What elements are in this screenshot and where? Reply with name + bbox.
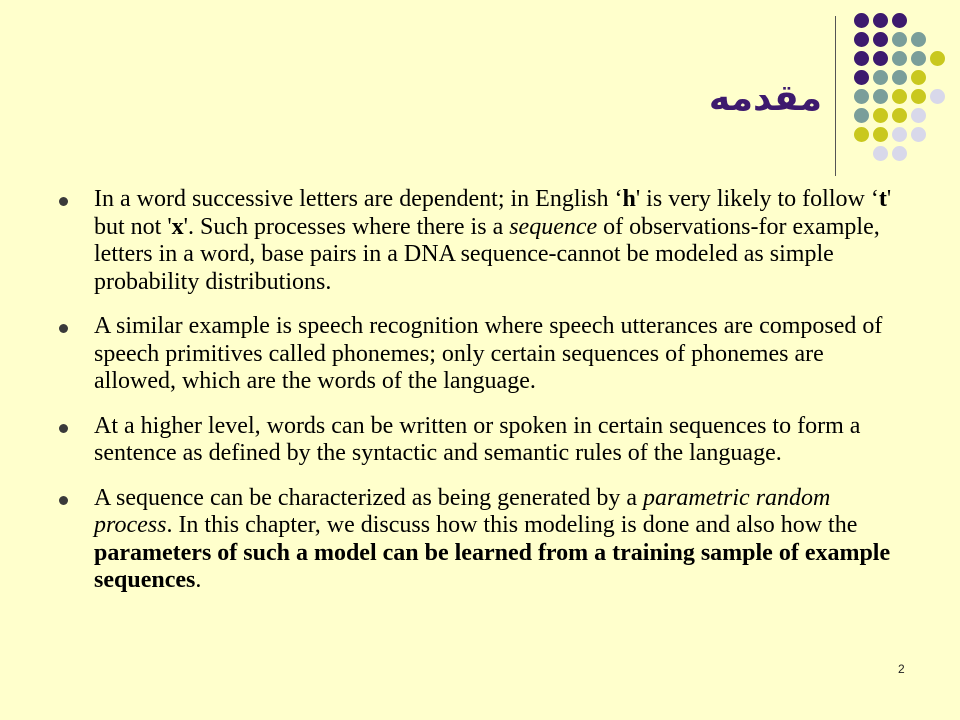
bullet-text xyxy=(94,485,890,594)
bullet-dot-icon xyxy=(59,197,68,206)
decorative-dot xyxy=(930,89,945,104)
decorative-dot xyxy=(911,32,926,47)
decorative-dot xyxy=(854,127,869,142)
decorative-dot xyxy=(854,51,869,66)
bullet-item xyxy=(58,186,908,296)
decorative-dot xyxy=(892,51,907,66)
decorative-dot xyxy=(873,127,888,142)
bullet-text-run: parametric random process xyxy=(94,484,831,538)
decorative-dot xyxy=(854,13,869,28)
bullet-text xyxy=(94,186,891,295)
decorative-dot xyxy=(892,146,907,161)
bullet-text-run: At a higher level, words can be written or spoken in certain sequences to form a sentence as defined by the syntactic and semantic rules of the language. xyxy=(94,412,861,466)
decorative-dot xyxy=(854,89,869,104)
slide-title: مقدمه xyxy=(708,78,822,119)
decorative-dot xyxy=(873,13,888,28)
decorative-dot xyxy=(873,70,888,85)
bullet-text-run: ' is very likely to follow ‘ xyxy=(635,186,879,212)
bullet-dot-icon xyxy=(59,324,68,333)
title-divider-line xyxy=(835,16,836,176)
decorative-dot xyxy=(911,51,926,66)
bullet-dot-icon xyxy=(59,424,68,433)
decorative-dot xyxy=(873,146,888,161)
bullet-dot-icon xyxy=(59,496,68,505)
bullet-text-run: A similar example is speech recognition where speech utterances are composed of speech primitives called phonemes; only certain sequences of phonemes are allowed, which are the words of the language. xyxy=(94,313,883,394)
bullet-text-run: t xyxy=(878,186,887,212)
bullet-item xyxy=(58,485,908,595)
bullet-text-run: '. Such processes where there is a xyxy=(183,213,510,240)
bullet-text-run: x xyxy=(171,213,184,240)
decorative-dot xyxy=(892,32,907,47)
bullet-text xyxy=(94,313,882,394)
decorative-dot xyxy=(892,70,907,85)
decorative-dot xyxy=(911,89,926,104)
decorative-dot xyxy=(873,89,888,104)
bullet-text-run: parameters of such a model can be learned from a training sample of example sequences xyxy=(94,539,891,593)
bullet-text-run: sequence xyxy=(509,213,598,240)
decorative-dot xyxy=(854,70,869,85)
bullet-text-run: . xyxy=(195,567,202,593)
decorative-dot xyxy=(854,32,869,47)
bullet-text-run: A sequence can be characterized as being generated by a xyxy=(94,484,644,511)
decorative-dot xyxy=(911,70,926,85)
decorative-dot xyxy=(911,108,926,123)
decorative-dot xyxy=(873,32,888,47)
decorative-dot xyxy=(892,127,907,142)
decorative-dot xyxy=(892,108,907,123)
decorative-dot xyxy=(911,127,926,142)
bullet-list xyxy=(58,186,908,612)
decorative-dot xyxy=(873,108,888,123)
bullet-item xyxy=(58,313,908,396)
bullet-text-run: ' but not ' xyxy=(94,186,892,240)
bullet-text-run: In a word successive letters are dependent; in English ‘ xyxy=(94,186,623,212)
bullet-text-run: of observations-for example, letters in a word, base pairs in a DNA sequence-cannot be modeled as simple probability distributions. xyxy=(94,213,880,295)
bullet-text-run: . In this chapter, we discuss how this modeling is done and also how the xyxy=(166,512,858,538)
page-number: 2 xyxy=(898,662,905,676)
bullet-text xyxy=(94,413,860,467)
decorative-dot xyxy=(892,89,907,104)
decorative-dot xyxy=(854,108,869,123)
bullet-item xyxy=(58,413,908,468)
decorative-dot xyxy=(930,51,945,66)
decorative-dot xyxy=(892,13,907,28)
decorative-dot xyxy=(873,51,888,66)
bullet-text-run: h xyxy=(622,186,636,212)
